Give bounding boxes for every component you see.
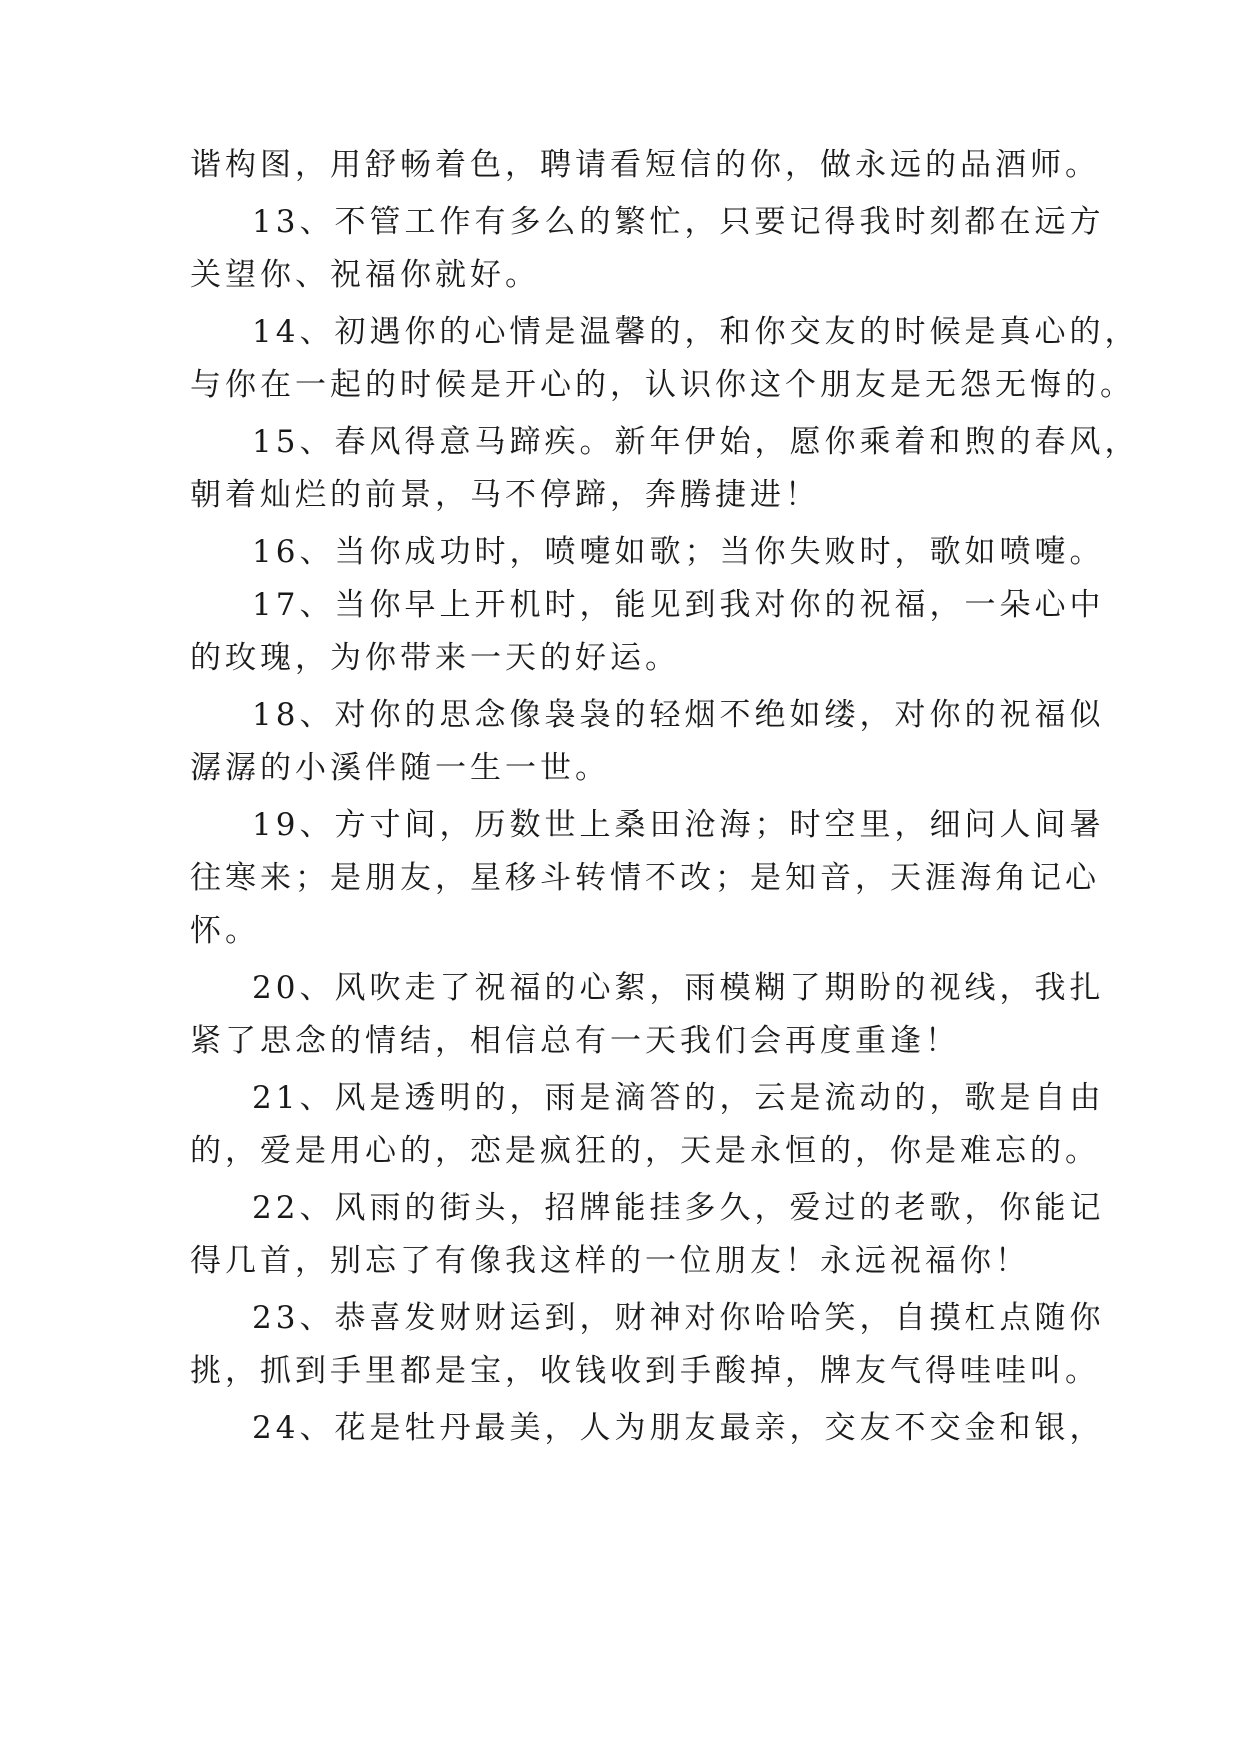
paragraph-16-line-1: 16、当你成功时，喷嚏如歌；当你失败时，歌如喷嚏。 <box>252 534 1105 570</box>
paragraph-17-line-2: 的玫瑰，为你带来一天的好运。 <box>190 640 680 676</box>
paragraph-15-line-1: 15、春风得意马蹄疾。新年伊始，愿你乘着和煦的春风， <box>252 424 1140 460</box>
paragraph-19-line-3: 怀。 <box>190 913 260 949</box>
text-line: 谐构图，用舒畅着色，聘请看短信的你，做永远的品酒师。 <box>190 147 1100 183</box>
paragraph-14-line-1: 14、初遇你的心情是温馨的，和你交友的时候是真心的， <box>252 314 1140 350</box>
paragraph-19-line-1: 19、方寸间，历数世上桑田沧海；时空里，细问人间暑 <box>252 807 1105 843</box>
paragraph-17-line-1: 17、当你早上开机时，能见到我对你的祝福，一朵心中 <box>252 587 1105 623</box>
paragraph-24-line-1: 24、花是牡丹最美，人为朋友最亲，交友不交金和银， <box>252 1410 1105 1446</box>
paragraph-14-line-2: 与你在一起的时候是开心的，认识你这个朋友是无怨无悔的。 <box>190 367 1135 403</box>
paragraph-18-line-1: 18、对你的思念像袅袅的轻烟不绝如缕，对你的祝福似 <box>252 697 1105 733</box>
paragraph-13-line-1: 13、不管工作有多么的繁忙，只要记得我时刻都在远方 <box>252 204 1105 240</box>
paragraph-20-line-1: 20、风吹走了祝福的心絮，雨模糊了期盼的视线，我扎 <box>252 970 1105 1006</box>
paragraph-23-line-2: 挑，抓到手里都是宝，收钱收到手酸掉，牌友气得哇哇叫。 <box>190 1353 1100 1389</box>
paragraph-13-line-2: 关望你、祝福你就好。 <box>190 257 540 293</box>
paragraph-22-line-1: 22、风雨的街头，招牌能挂多久，爱过的老歌，你能记 <box>252 1190 1105 1226</box>
paragraph-18-line-2: 潺潺的小溪伴随一生一世。 <box>190 750 610 786</box>
paragraph-21-line-1: 21、风是透明的，雨是滴答的，云是流动的，歌是自由 <box>252 1080 1105 1116</box>
paragraph-21-line-2: 的，爱是用心的，恋是疯狂的，天是永恒的，你是难忘的。 <box>190 1133 1100 1169</box>
paragraph-20-line-2: 紧了思念的情结，相信总有一天我们会再度重逢！ <box>190 1023 960 1059</box>
paragraph-23-line-1: 23、恭喜发财财运到，财神对你哈哈笑，自摸杠点随你 <box>252 1300 1105 1336</box>
paragraph-15-line-2: 朝着灿烂的前景，马不停蹄，奔腾捷进！ <box>190 477 820 513</box>
paragraph-19-line-2: 往寒来；是朋友，星移斗转情不改；是知音，天涯海角记心 <box>190 860 1100 896</box>
paragraph-22-line-2: 得几首，别忘了有像我这样的一位朋友！永远祝福你！ <box>190 1243 1030 1279</box>
